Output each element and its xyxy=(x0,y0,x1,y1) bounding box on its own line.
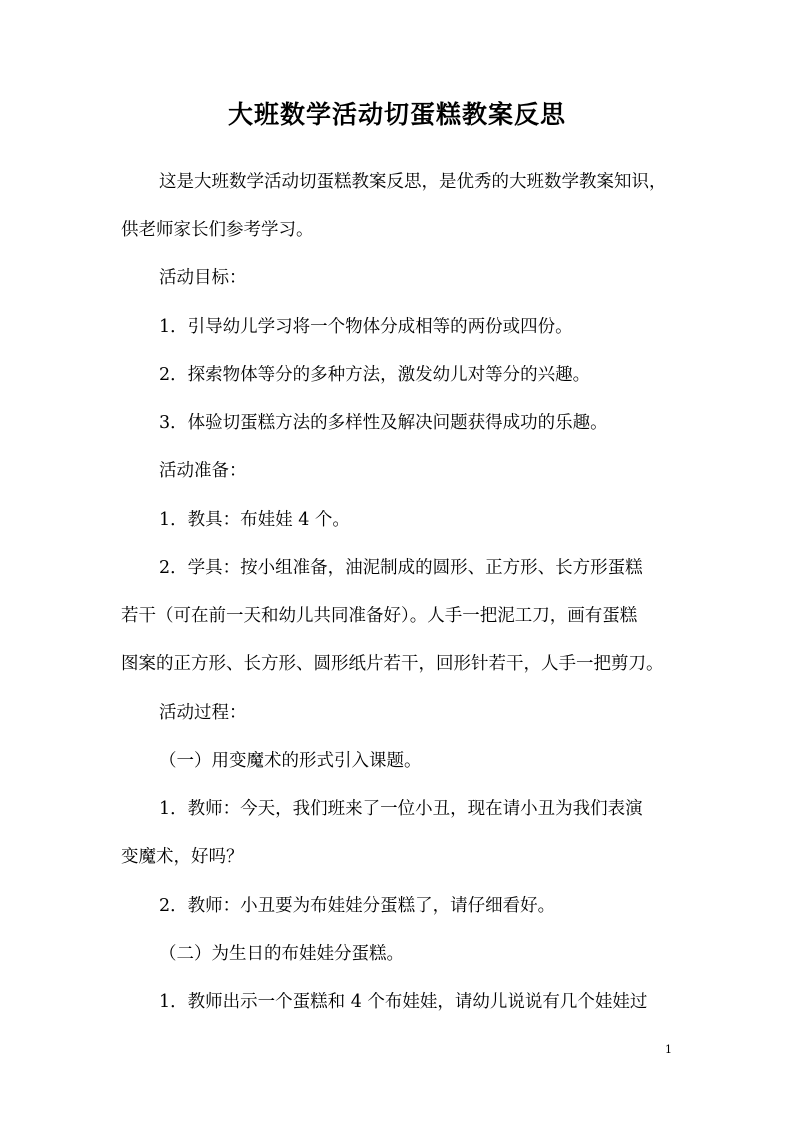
paragraph-line: 图案的正方形、长方形、圆形纸片若干，回形针若干，人手一把剪刀。 xyxy=(121,654,664,674)
list-item: 2．探索物体等分的多种方法，激发幼儿对等分的兴趣。 xyxy=(159,365,591,385)
list-item: 3．体验切蛋糕方法的多样性及解决问题获得成功的乐趣。 xyxy=(159,413,608,433)
section-heading: 活动过程： xyxy=(159,703,247,723)
section-heading: 活动准备： xyxy=(159,461,247,481)
section-heading: 活动目标： xyxy=(159,268,247,288)
list-item: 1．教师：今天，我们班来了一位小丑，现在请小丑为我们表演 xyxy=(159,799,643,819)
list-item: 2．教师：小丑要为布娃娃分蛋糕了，请仔细看好。 xyxy=(159,896,556,916)
list-item: 1．教具：布娃娃 4 个。 xyxy=(159,510,350,530)
document-title: 大班数学活动切蛋糕教案反思 xyxy=(227,100,566,129)
page-number: 1 xyxy=(665,1043,672,1056)
list-item: 1．引导幼儿学习将一个物体分成相等的两份或四份。 xyxy=(159,317,573,337)
list-item: 1．教师出示一个蛋糕和 4 个布娃娃，请幼儿说说有几个娃娃过 xyxy=(159,992,648,1012)
subsection-heading: （二）为生日的布娃娃分蛋糕。 xyxy=(159,944,404,964)
paragraph-line: 若干（可在前一天和幼儿共同准备好）。人手一把泥工刀，画有蛋糕 xyxy=(121,606,638,626)
list-item: 2．学具：按小组准备，油泥制成的圆形、正方形、长方形蛋糕 xyxy=(159,558,643,578)
paragraph-line: 这是大班数学活动切蛋糕教案反思，是优秀的大班数学教案知识， xyxy=(159,172,667,192)
paragraph-line: 供老师家长们参考学习。 xyxy=(121,220,314,240)
subsection-heading: （一）用变魔术的形式引入课题。 xyxy=(159,751,422,771)
paragraph-line: 变魔术，好吗？ xyxy=(121,847,244,867)
